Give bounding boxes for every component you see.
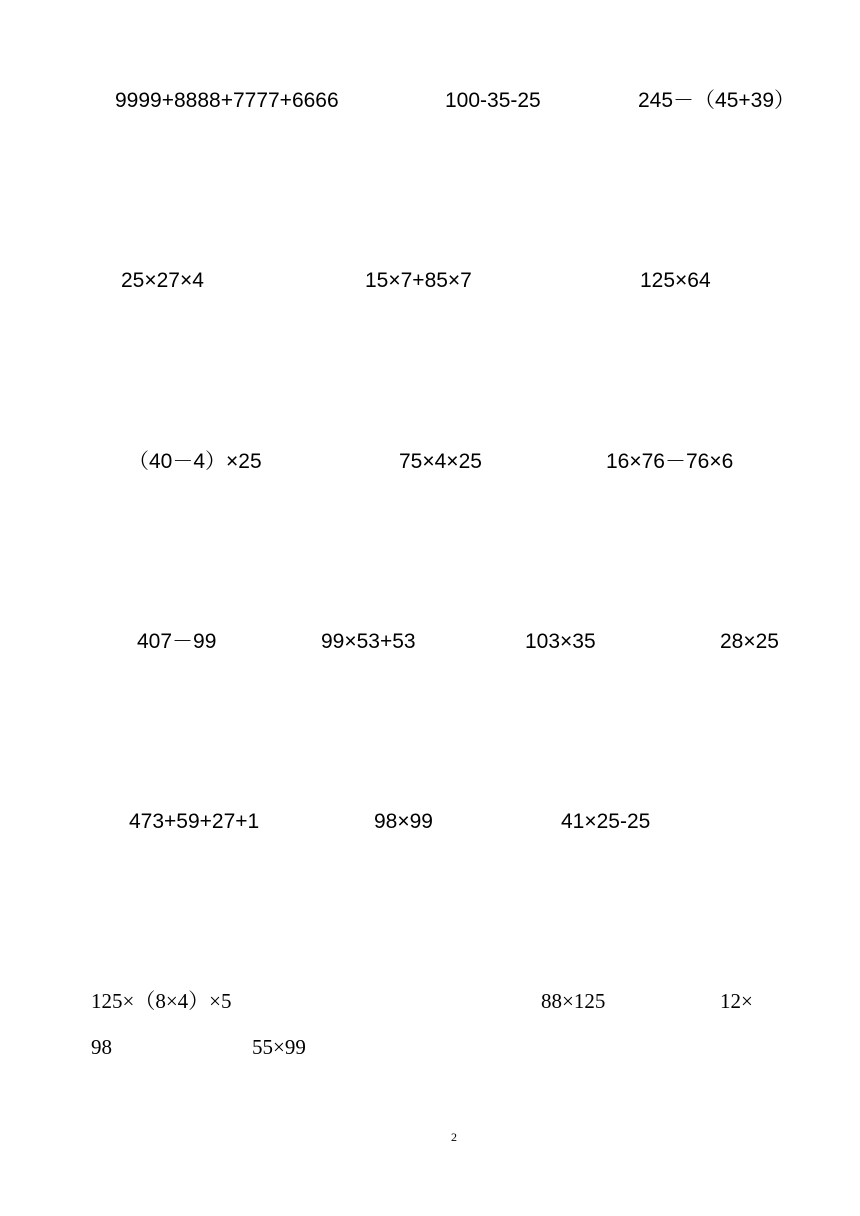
problem-r1-2: 100-35-25 (445, 89, 541, 112)
problem-r3-1: （40－4）×25 (128, 450, 262, 473)
problem-r5-2: 98×99 (374, 810, 433, 833)
problem-r3-3: 16×76－76×6 (606, 450, 734, 473)
problem-r1-1: 9999+8888+7777+6666 (115, 89, 339, 112)
problem-s1-1: 125×（8×4）×5 (91, 989, 232, 1013)
problem-r4-3: 103×35 (525, 630, 596, 653)
problem-r2-3: 125×64 (640, 269, 711, 292)
problem-s1-3: 12× (720, 989, 753, 1013)
problem-r2-2: 15×7+85×7 (365, 269, 472, 292)
problem-s2-1: 98 (91, 1035, 112, 1059)
problem-r1-3: 245－（45+39） (638, 89, 796, 112)
problem-r2-1: 25×27×4 (121, 269, 204, 292)
problem-r4-2: 99×53+53 (321, 630, 416, 653)
problem-s2-2: 55×99 (252, 1035, 306, 1059)
problem-r4-1: 407－99 (137, 630, 217, 653)
problem-r3-2: 75×4×25 (399, 450, 482, 473)
problem-r4-4: 28×25 (720, 630, 779, 653)
page-number: 2 (451, 1130, 457, 1144)
problem-r5-3: 41×25-25 (561, 810, 651, 833)
problem-r5-1: 473+59+27+1 (129, 810, 260, 833)
problem-s1-2: 88×125 (541, 989, 606, 1013)
